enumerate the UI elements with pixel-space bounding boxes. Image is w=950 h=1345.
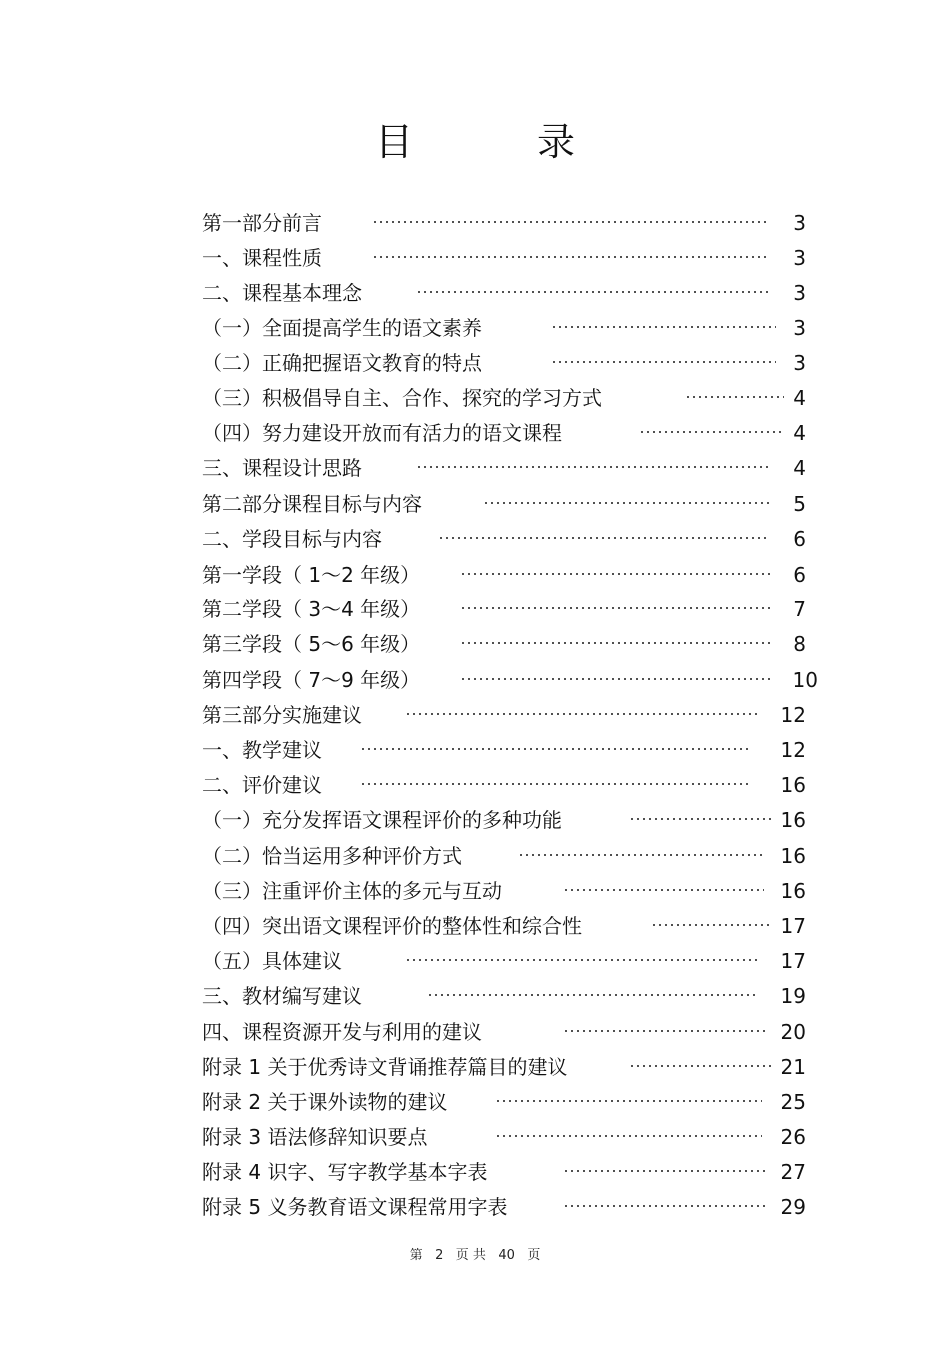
toc-entry[interactable] [0, 208, 950, 238]
toc-entry[interactable] [0, 1052, 950, 1082]
toc-leader-dots [495, 1130, 762, 1142]
toc-leader-dots [460, 602, 770, 614]
toc-entry-label: 三、教材编写建议 [202, 984, 362, 1008]
toc-entry[interactable] [0, 418, 950, 448]
toc-entry-page-number: 25 [780, 1090, 806, 1114]
toc-entry-page-number: 26 [780, 1125, 806, 1149]
toc-entry-label: 附录 5 义务教育语文课程常用字表 [202, 1195, 508, 1219]
toc-entry[interactable] [0, 911, 950, 941]
toc-leader-dots [651, 919, 773, 931]
toc-leader-dots [416, 461, 768, 473]
toc-leader-dots [416, 286, 768, 298]
toc-leader-dots [518, 849, 764, 861]
toc-entry[interactable] [0, 629, 950, 659]
toc-entry[interactable] [0, 735, 950, 765]
toc-leader-dots [551, 321, 776, 333]
toc-entry-label: 二、学段目标与内容 [202, 527, 382, 551]
toc-leader-dots [685, 391, 784, 403]
toc-entry-page-number: 27 [780, 1160, 806, 1184]
footer-middle: 页 共 [455, 1248, 486, 1263]
toc-entry-label: 附录 4 识字、写字教学基本字表 [202, 1160, 488, 1184]
toc-entry[interactable] [0, 876, 950, 906]
toc-entry[interactable] [0, 805, 950, 835]
toc-leader-dots [563, 884, 764, 896]
toc-leader-dots [405, 708, 757, 720]
toc-entry[interactable] [0, 1017, 950, 1047]
toc-entry[interactable] [0, 770, 950, 800]
toc-entry-page-number: 16 [780, 844, 806, 868]
toc-entry[interactable] [0, 313, 950, 343]
toc-entry-label: 第二部分课程目标与内容 [202, 492, 422, 516]
toc-entry-label: 四、课程资源开发与利用的建议 [202, 1020, 482, 1044]
page-footer [0, 1246, 950, 1266]
toc-entry-label: 二、课程基本理念 [202, 281, 362, 305]
toc-leader-dots [460, 568, 770, 580]
toc-entry-page-number: 3 [793, 211, 806, 235]
toc-entry-page-number: 16 [780, 773, 806, 797]
toc-entry-label: （五）具体建议 [202, 949, 342, 973]
toc-leader-dots [405, 954, 757, 966]
toc-entry[interactable] [0, 665, 950, 695]
toc-leader-dots [372, 216, 766, 228]
toc-entry[interactable] [0, 1087, 950, 1117]
toc-entry-page-number: 3 [793, 351, 806, 375]
toc-entry-label: 第三部分实施建议 [202, 703, 362, 727]
toc-entry-page-number: 5 [793, 492, 806, 516]
toc-entry-label: 附录 3 语法修辞知识要点 [202, 1125, 428, 1149]
toc-entry[interactable] [0, 841, 950, 871]
toc-entry[interactable] [0, 524, 950, 554]
footer-prefix: 第 [409, 1248, 423, 1263]
toc-entry-label: 二、评价建议 [202, 773, 322, 797]
toc-entry-label: 附录 1 关于优秀诗文背诵推荐篇目的建议 [202, 1055, 568, 1079]
toc-entry-page-number: 3 [793, 316, 806, 340]
toc-entry[interactable] [0, 560, 950, 590]
toc-title: 目 录 [374, 120, 632, 164]
toc-entry-page-number: 6 [793, 563, 806, 587]
toc-entry[interactable] [0, 1122, 950, 1152]
toc-leader-dots [563, 1200, 766, 1212]
toc-leader-dots [629, 1060, 771, 1072]
toc-leader-dots [360, 778, 752, 790]
toc-entry-label: （四）努力建设开放而有活力的语文课程 [202, 421, 562, 445]
toc-entry[interactable] [0, 594, 950, 624]
toc-entry-label: 第二学段（ 3～4 年级） [202, 597, 421, 621]
toc-entry[interactable] [0, 383, 950, 413]
toc-entry-label: （三）注重评价主体的多元与互动 [202, 879, 502, 903]
toc-entry-label: （二）正确把握语文教育的特点 [202, 351, 482, 375]
toc-entry-label: 三、课程设计思路 [202, 456, 362, 480]
toc-entry[interactable] [0, 489, 950, 519]
toc-leader-dots [563, 1025, 766, 1037]
toc-entry-page-number: 21 [780, 1055, 806, 1079]
toc-entry-page-number: 12 [780, 738, 806, 762]
toc-entry-label: （一）全面提高学生的语文素养 [202, 316, 482, 340]
toc-entry-label: 附录 2 关于课外读物的建议 [202, 1090, 448, 1114]
toc-entry-page-number: 8 [793, 632, 806, 656]
toc-entry[interactable] [0, 946, 950, 976]
toc-entry-page-number: 16 [780, 879, 806, 903]
toc-entry-label: 第三学段（ 5～6 年级） [202, 632, 421, 656]
toc-entry-label: 一、教学建议 [202, 738, 322, 762]
toc-entry-page-number: 3 [793, 281, 806, 305]
toc-entry-page-number: 12 [780, 703, 806, 727]
toc-entry[interactable] [0, 348, 950, 378]
toc-entry-label: 第一学段（ 1～2 年级） [202, 563, 421, 587]
toc-entry-page-number: 17 [780, 914, 806, 938]
toc-entry-page-number: 7 [793, 597, 806, 621]
toc-entry-label: 第四学段（ 7～9 年级） [202, 668, 421, 692]
toc-leader-dots [438, 532, 770, 544]
toc-entry-page-number: 4 [793, 386, 806, 410]
toc-entry-page-number: 19 [780, 984, 806, 1008]
toc-entry[interactable] [0, 453, 950, 483]
toc-entry-page-number: 4 [793, 421, 806, 445]
toc-entry[interactable] [0, 278, 950, 308]
toc-entry[interactable] [0, 981, 950, 1011]
toc-entry-page-number: 29 [780, 1195, 806, 1219]
toc-entry-page-number: 20 [780, 1020, 806, 1044]
toc-entry-page-number: 10 [792, 668, 818, 692]
toc-leader-dots [372, 251, 766, 263]
toc-entry-page-number: 6 [793, 527, 806, 551]
toc-entry-label: （三）积极倡导自主、合作、探究的学习方式 [202, 386, 602, 410]
toc-leader-dots [495, 1095, 762, 1107]
toc-leader-dots [460, 673, 770, 685]
toc-entry-page-number: 16 [780, 808, 806, 832]
toc-entry[interactable] [0, 1192, 950, 1222]
toc-leader-dots [483, 497, 771, 509]
toc-leader-dots [563, 1165, 766, 1177]
toc-entry-label: 第一部分前言 [202, 211, 322, 235]
toc-entry[interactable] [0, 243, 950, 273]
toc-leader-dots [629, 813, 771, 825]
toc-leader-dots [639, 426, 781, 438]
toc-entry[interactable] [0, 700, 950, 730]
toc-leader-dots [427, 989, 759, 1001]
toc-leader-dots [551, 356, 776, 368]
footer-suffix: 页 [527, 1248, 541, 1263]
toc-entry[interactable] [0, 1157, 950, 1187]
toc-entry-page-number: 3 [793, 246, 806, 270]
toc-leader-dots [360, 743, 752, 755]
footer-current-page: 2 [435, 1248, 444, 1263]
toc-entry-page-number: 17 [780, 949, 806, 973]
toc-entry-label: （二）恰当运用多种评价方式 [202, 844, 462, 868]
footer-total-pages: 40 [498, 1248, 515, 1263]
toc-entry-label: （四）突出语文课程评价的整体性和综合性 [202, 914, 582, 938]
toc-entry-page-number: 4 [793, 456, 806, 480]
toc-leader-dots [460, 637, 770, 649]
toc-entry-label: 一、课程性质 [202, 246, 322, 270]
toc-entry-label: （一）充分发挥语文课程评价的多种功能 [202, 808, 562, 832]
